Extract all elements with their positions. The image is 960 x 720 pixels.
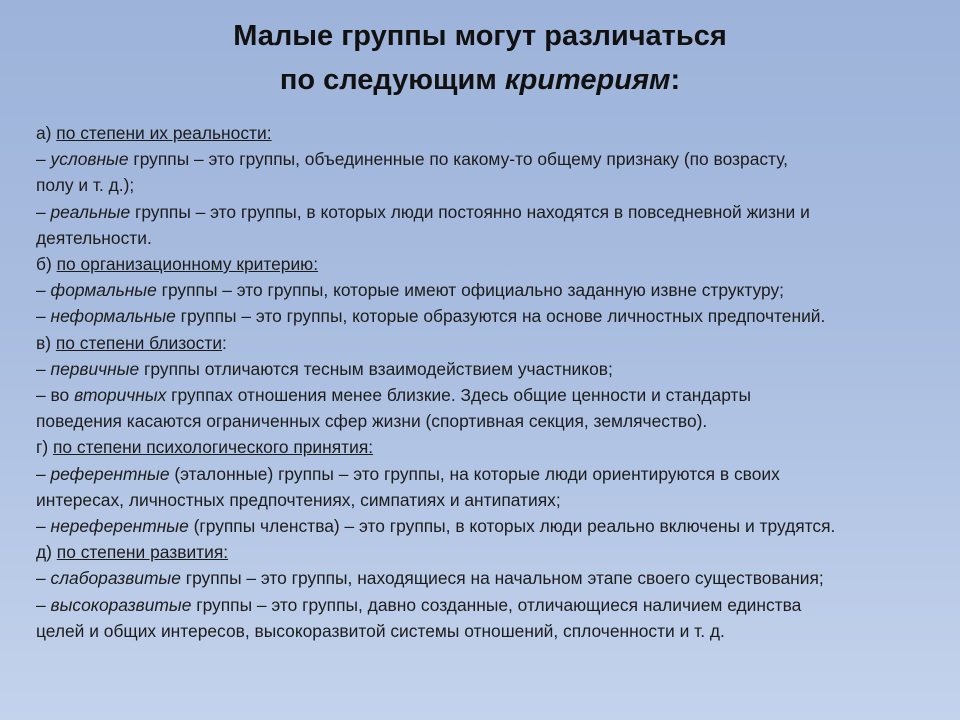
item-term: неформальные	[50, 306, 176, 327]
item-term: высокоразвитые	[50, 594, 192, 615]
section-heading-c	[36, 330, 956, 356]
section-heading-text: по степени развития:	[56, 542, 229, 563]
item-text: группы – это группы, которые имеют официально заданную извне структуру;	[156, 280, 785, 301]
list-item-continuation: интересах, личностных предпочтениях, симпатиях и антипатиях;	[36, 489, 561, 510]
item-text: (группы членства) – это группы, в которых люди реально включены и трудятся.	[188, 516, 836, 537]
section-heading-a	[36, 120, 956, 146]
section-heading-b	[36, 251, 956, 277]
section-prefix: г)	[36, 437, 53, 458]
title-line-2	[0, 58, 960, 102]
item-term: слаборазвитые	[50, 568, 181, 589]
list-item-continuation: деятельности.	[36, 227, 152, 248]
section-prefix: б)	[36, 254, 57, 275]
list-item-continuation: целей и общих интересов, высокоразвитой системы отношений, сплоченности и т. д.	[36, 620, 725, 641]
section-heading-d	[36, 434, 956, 460]
item-dash: –	[36, 280, 51, 301]
section-heading-e	[36, 539, 956, 565]
slide-title	[0, 14, 960, 102]
item-text: (эталонные) группы – это группы, на которые люди ориентируются в своих	[169, 463, 780, 484]
section-heading-colon: :	[222, 332, 227, 353]
section-heading-text: по степени психологического принятия:	[52, 437, 374, 458]
item-dash: –	[36, 201, 51, 222]
item-term: формальные	[50, 280, 157, 301]
item-dash: –	[36, 594, 51, 615]
list-item	[36, 277, 956, 303]
title-colon: :	[670, 64, 681, 96]
section-prefix: а)	[36, 123, 57, 143]
item-dash: –	[36, 463, 51, 484]
list-item	[36, 513, 956, 539]
list-item	[36, 199, 956, 225]
item-dash: –	[36, 516, 51, 537]
item-text: группы – это группы, давно созданные, отличающиеся наличием единства	[191, 594, 802, 615]
list-item	[36, 146, 956, 172]
item-text: группах отношения менее близкие. Здесь общие ценности и стандарты	[166, 385, 751, 406]
item-term: условные	[50, 149, 129, 170]
item-dash: –	[36, 358, 51, 379]
item-dash: –	[36, 568, 51, 589]
item-text: группы – это группы, в которых люди постоянно находятся в повседневной жизни и	[130, 201, 810, 222]
list-item	[36, 565, 956, 591]
section-heading-text: по степени их реальности:	[56, 123, 272, 143]
title-line-1: Малые группы могут различаться	[233, 20, 727, 52]
list-item-continuation: полу и т. д.);	[36, 175, 135, 196]
list-item	[36, 303, 956, 329]
list-item	[36, 461, 956, 487]
item-dash: –	[36, 306, 51, 327]
item-term: реальные	[50, 201, 131, 222]
item-text: группы отличаются тесным взаимодействием участников;	[139, 358, 613, 379]
item-text: группы – это группы, находящиеся на начальном этапе своего существования;	[180, 568, 824, 589]
section-heading-text: по организационному критерию:	[56, 254, 319, 275]
item-term: вторичных	[74, 385, 167, 406]
list-item	[36, 592, 956, 618]
item-term: референтные	[50, 463, 170, 484]
list-item-continuation: поведения касаются ограниченных сфер жизни (спортивная секция, землячество).	[36, 411, 708, 432]
title-line-2-text: по следующим	[279, 64, 505, 96]
section-heading-text: по степени близости	[55, 332, 223, 353]
title-emphasis: критериям	[504, 64, 671, 96]
item-text: группы – это группы, которые образуются на основе личностных предпочтений.	[175, 306, 826, 327]
section-prefix: д)	[36, 542, 57, 563]
item-term: первичные	[50, 358, 140, 379]
item-text: группы – это группы, объединенные по какому-то общему признаку (по возрасту,	[128, 149, 789, 170]
item-term: нереферентные	[50, 516, 189, 537]
list-item	[36, 382, 956, 408]
section-prefix: в)	[36, 332, 56, 353]
item-dash: –	[36, 149, 51, 170]
list-item	[36, 356, 956, 382]
slide-body	[36, 120, 956, 644]
item-dash: – во	[36, 385, 75, 406]
